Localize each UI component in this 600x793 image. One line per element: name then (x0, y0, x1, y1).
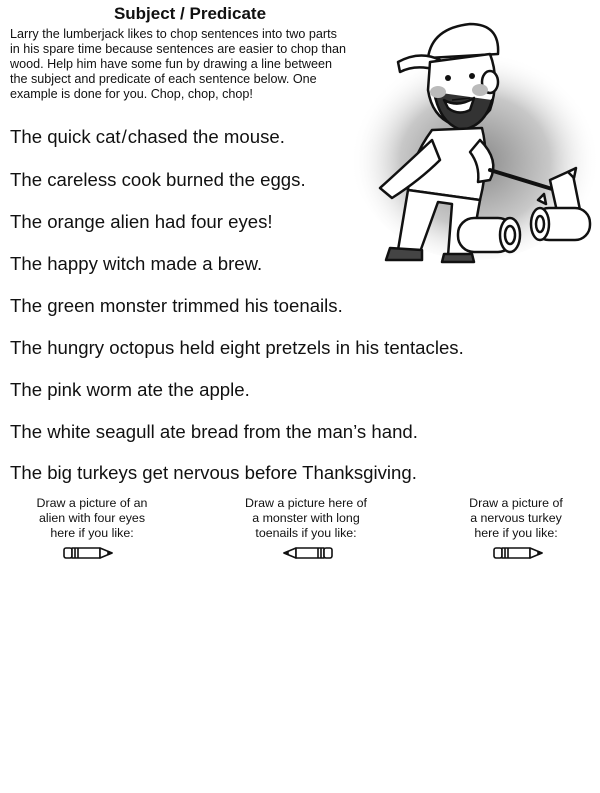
prompt-line: Draw a picture of (469, 496, 563, 510)
example-predicate: chased the mouse. (127, 126, 285, 147)
instructions-line: the subject and predicate of each sentence below. One (10, 72, 317, 86)
sentence[interactable]: The careless cook burned the eggs. (10, 169, 306, 190)
instructions-line: in his spare time because sentences are easier to chop than (10, 42, 347, 56)
sentence[interactable]: The hungry octopus held eight pretzels in his tentacles. (10, 337, 464, 358)
prompt-line: Draw a picture of an (36, 496, 148, 510)
lumberjack-illustration (340, 20, 600, 265)
drawing-prompt-turkey (436, 496, 596, 541)
drawing-prompt-monster (226, 496, 386, 541)
prompt-line: here if you like: (474, 526, 558, 540)
instructions-line: example is done for you. Chop, chop, chop! (10, 87, 253, 101)
drawing-prompt-alien (12, 496, 172, 541)
chop-line: / (121, 126, 127, 147)
pencil-icon (492, 545, 544, 561)
pencil-icon (62, 545, 114, 561)
prompt-line: a monster with long (252, 511, 360, 525)
prompt-line: Draw a picture here of (245, 496, 367, 510)
prompt-line: a nervous turkey (470, 511, 562, 525)
prompt-line: here if you like: (50, 526, 134, 540)
sentence[interactable]: The big turkeys get nervous before Thanksgiving. (10, 462, 417, 483)
sentence[interactable]: The pink worm ate the apple. (10, 379, 250, 400)
instructions-line: wood. Help him have some fun by drawing a line between (10, 57, 333, 71)
sentence[interactable]: The happy witch made a brew. (10, 253, 263, 274)
pencil-icon (282, 545, 334, 561)
instructions (10, 27, 385, 102)
page-title: Subject / Predicate (113, 4, 267, 23)
prompt-line: alien with four eyes (38, 511, 146, 525)
prompt-line: toenails if you like: (255, 526, 357, 540)
sentence[interactable]: The orange alien had four eyes! (10, 211, 273, 232)
instructions-line: Larry the lumberjack likes to chop sentences into two parts (10, 27, 337, 41)
example-subject: The quick cat (10, 126, 121, 147)
sentence[interactable]: The green monster trimmed his toenails. (10, 295, 343, 316)
example-sentence (10, 126, 285, 148)
sentence[interactable]: The white seagull ate bread from the man’s hand. (10, 421, 418, 442)
